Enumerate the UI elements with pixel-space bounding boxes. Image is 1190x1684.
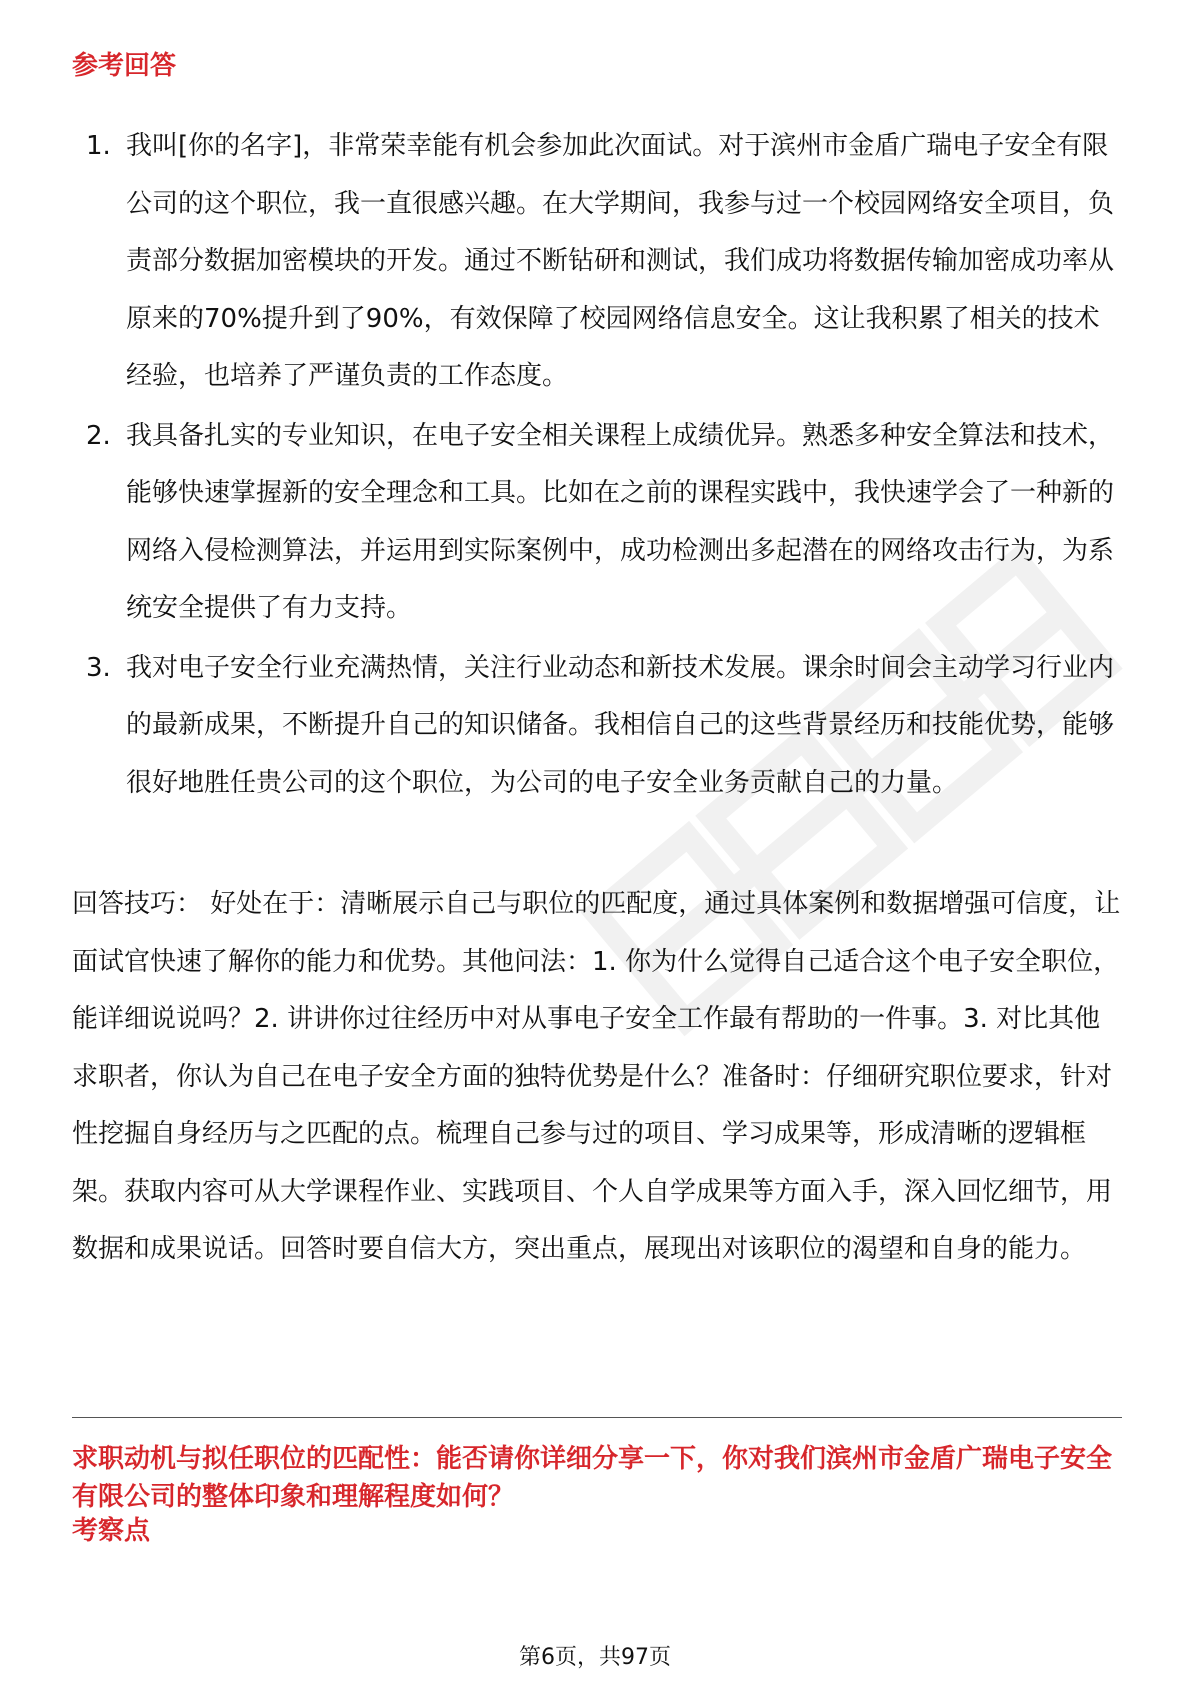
answer-item-text: 我具备扎实的专业知识，在电子安全相关课程上成绩优异。熟悉多种安全算法和技术，能够快速掌握新的安全理念和工具。比如在之前的课程实践中，我快速学会了一种新的网络入侵检测算法，并运用到实际案例中，成功检测出多起潜在的网络攻击行为，为系统安全提供了有力支持。 bbox=[126, 420, 1115, 623]
answer-item-number: 3. bbox=[86, 652, 111, 683]
answer-item-2 bbox=[72, 408, 1122, 638]
answer-item-text: 我叫[你的名字]，非常荣幸能有机会参加此次面试。对于滨州市金盾广瑞电子安全有限公司的这个职位，我一直很感兴趣。在大学期间，我参与过一个校园网络安全项目，负责部分数据加密模块的开发。通过不断钻研和测试，我们成功将数据传输加密成功率从原来的70%提升到了90%，有效保障了校园网络信息安全。这让我积累了相关的技术经验，也培养了严谨负责的工作态度。 bbox=[126, 131, 1115, 391]
reference-answer-heading: 参考回答 bbox=[72, 51, 177, 81]
page-number-footer: 第6页，共97页 bbox=[519, 1645, 671, 1670]
answer-item-number: 2. bbox=[86, 420, 111, 451]
section-divider bbox=[72, 1417, 1122, 1418]
answer-item-number: 1. bbox=[86, 131, 111, 161]
next-question-heading: 求职动机与拟任职位的匹配性：能否请你详细分享一下，你对我们滨州市金盾广瑞电子安全有限公司的整体印象和理解程度如何？ bbox=[72, 1444, 1113, 1512]
answer-tips-paragraph: 回答技巧： 好处在于：清晰展示自己与职位的匹配度，通过具体案例和数据增强可信度，让面试官快速了解你的能力和优势。其他问法：1. 你为什么觉得自己适合这个电子安全职位，能详细说说吗？2. 讲讲你过往经历中对从事电子安全工作最有帮助的一件事。3. 对比其他求职者，你认为自己在电子安全方面的独特优势是什么？准备时：仔细研究职位要求，针对性挖掘自身经历与之匹配的点。梳理自己参与过的项目、学习成果等，形成清晰的逻辑框架。获取内容可从大学课程作业、实践项目、个人自学成果等方面入手，深入回忆细节，用数据和成果说话。回答时要自信大方，突出重点，展现出对该职位的渴望和自身的能力。 bbox=[72, 889, 1121, 1264]
answer-item-1 bbox=[72, 118, 1122, 406]
answer-item-3 bbox=[72, 640, 1122, 813]
check-points-heading: 考察点 bbox=[72, 1516, 151, 1546]
answer-list bbox=[72, 118, 1122, 814]
answer-item-text: 我对电子安全行业充满热情，关注行业动态和新技术发展。课余时间会主动学习行业内的最新成果，不断提升自己的知识储备。我相信自己的这些背景经历和技能优势，能够很好地胜任贵公司的这个职位，为公司的电子安全业务贡献自己的力量。 bbox=[126, 652, 1115, 798]
